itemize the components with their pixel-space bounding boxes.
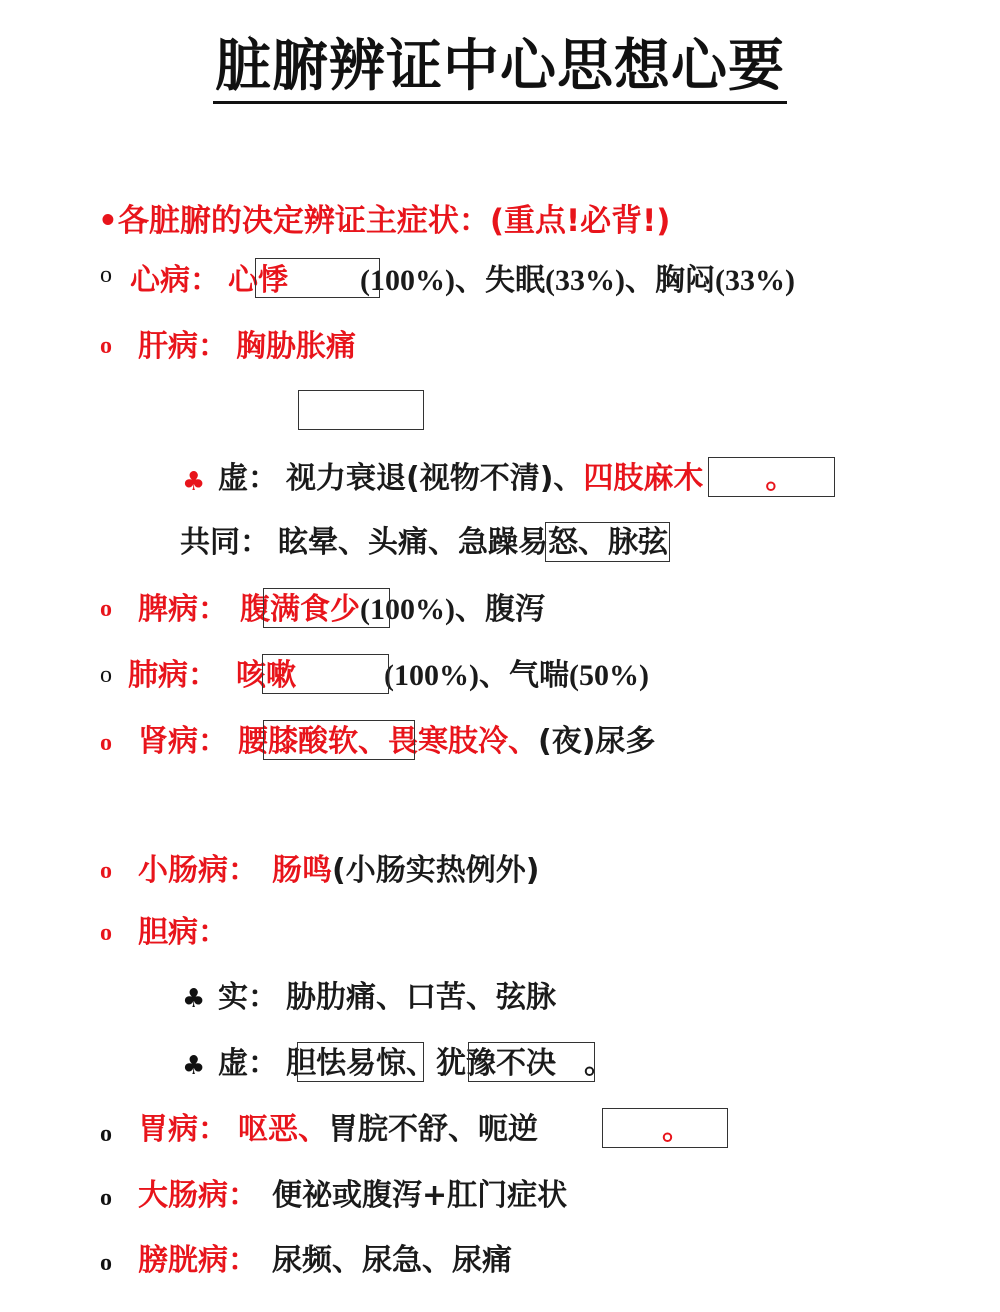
bladder-line bbox=[138, 1235, 512, 1279]
blank-box bbox=[602, 1108, 728, 1148]
liver-xu-key: 四肢麻木 bbox=[583, 461, 704, 496]
blank-box bbox=[545, 522, 670, 562]
bullet-circle: o bbox=[100, 333, 112, 359]
spleen-key: 腹满食少 bbox=[240, 592, 360, 627]
kidney-key: 腰膝酸软、畏寒肢冷、 bbox=[238, 724, 538, 759]
large-intestine-label: 大肠病： bbox=[138, 1178, 258, 1213]
page-title: 脏腑辨证中心思想心要 bbox=[0, 22, 1000, 102]
blank-box bbox=[255, 258, 380, 298]
heart-label: 心病： bbox=[130, 263, 220, 298]
small-intestine-key: 肠鸣 bbox=[272, 853, 332, 888]
club-bullet-icon: ♣ bbox=[182, 1051, 206, 1081]
heart-rest: (100%)、失眠(33%)、胸闷(33%) bbox=[360, 264, 795, 297]
section-heading: •各脏腑的决定辨证主症状：(重点!必背!) bbox=[98, 203, 671, 239]
liver-xu-label: 虚： bbox=[218, 461, 278, 496]
gallbladder-line bbox=[138, 907, 228, 951]
blank-box bbox=[297, 1042, 424, 1082]
kidney-label: 肾病： bbox=[138, 724, 228, 759]
large-intestine-text: 便祕或腹泻+肛门症状 bbox=[272, 1178, 568, 1213]
liver-common-label: 共同： bbox=[180, 525, 270, 560]
liver-common-text: 眩晕、头痛、急躁易怒、脉弦 bbox=[278, 525, 668, 560]
lung-key: 咳嗽 bbox=[236, 658, 296, 693]
blank-box bbox=[298, 390, 424, 430]
gall-xu-label: 虚： bbox=[218, 1046, 278, 1081]
blank-box bbox=[468, 1042, 595, 1082]
liver-key: 胸胁胀痛 bbox=[236, 329, 356, 364]
liver-xu-end: 。 bbox=[765, 461, 796, 496]
lung-label: 肺病： bbox=[128, 658, 218, 693]
gallbladder-label: 胆病： bbox=[138, 915, 228, 950]
large-intestine-line bbox=[138, 1170, 567, 1214]
spleen-rest: (100%)、腹泻 bbox=[360, 593, 545, 626]
club-bullet-icon: ♣ bbox=[182, 467, 206, 497]
bladder-label: 膀胱病： bbox=[138, 1243, 258, 1278]
gall-shi-text: 胁肋痛、口苦、弦脉 bbox=[286, 980, 556, 1015]
liver-line bbox=[138, 321, 356, 365]
blank-box bbox=[708, 457, 835, 497]
small-intestine-rest: (小肠实热例外) bbox=[332, 853, 540, 888]
bullet-circle: o bbox=[100, 1250, 112, 1276]
bullet-circle: o bbox=[100, 662, 112, 688]
stomach-label: 胃病： bbox=[138, 1112, 228, 1147]
blank-box bbox=[262, 654, 389, 694]
gall-xu-text: 胆怯易惊、犹豫不决 bbox=[286, 1046, 556, 1081]
heart-key: 心悸 bbox=[228, 263, 288, 298]
bladder-text: 尿频、尿急、尿痛 bbox=[272, 1243, 512, 1278]
blank-box bbox=[263, 720, 415, 760]
stomach-key: 呕恶、 bbox=[238, 1112, 328, 1147]
lung-rest: (100%)、气喘(50%) bbox=[384, 659, 649, 692]
heart-line bbox=[130, 255, 795, 299]
bullet-circle: o bbox=[100, 920, 112, 946]
bullet-circle: o bbox=[100, 1185, 112, 1211]
bullet-circle: o bbox=[100, 596, 112, 622]
small-intestine-label: 小肠病： bbox=[138, 853, 258, 888]
gall-xu-end: 。 bbox=[584, 1046, 614, 1081]
bullet-circle: o bbox=[100, 262, 112, 288]
club-bullet-icon: ♣ bbox=[182, 984, 206, 1014]
liver-label: 肝病： bbox=[138, 329, 228, 364]
bullet-circle: o bbox=[100, 730, 112, 756]
stomach-text: 胃脘不舒、呃逆 bbox=[328, 1112, 538, 1147]
kidney-rest: (夜)尿多 bbox=[538, 724, 656, 759]
small-intestine-line bbox=[138, 845, 539, 889]
bullet-circle: o bbox=[100, 858, 112, 884]
spleen-label: 脾病： bbox=[138, 592, 228, 627]
bullet-circle: o bbox=[100, 1121, 112, 1147]
liver-xu-text: 视力衰退(视物不清)、 bbox=[286, 461, 584, 496]
blank-box bbox=[263, 588, 390, 628]
stomach-end: 。 bbox=[662, 1112, 692, 1147]
gall-shi-line bbox=[218, 972, 556, 1016]
gall-shi-label: 实： bbox=[218, 980, 278, 1015]
